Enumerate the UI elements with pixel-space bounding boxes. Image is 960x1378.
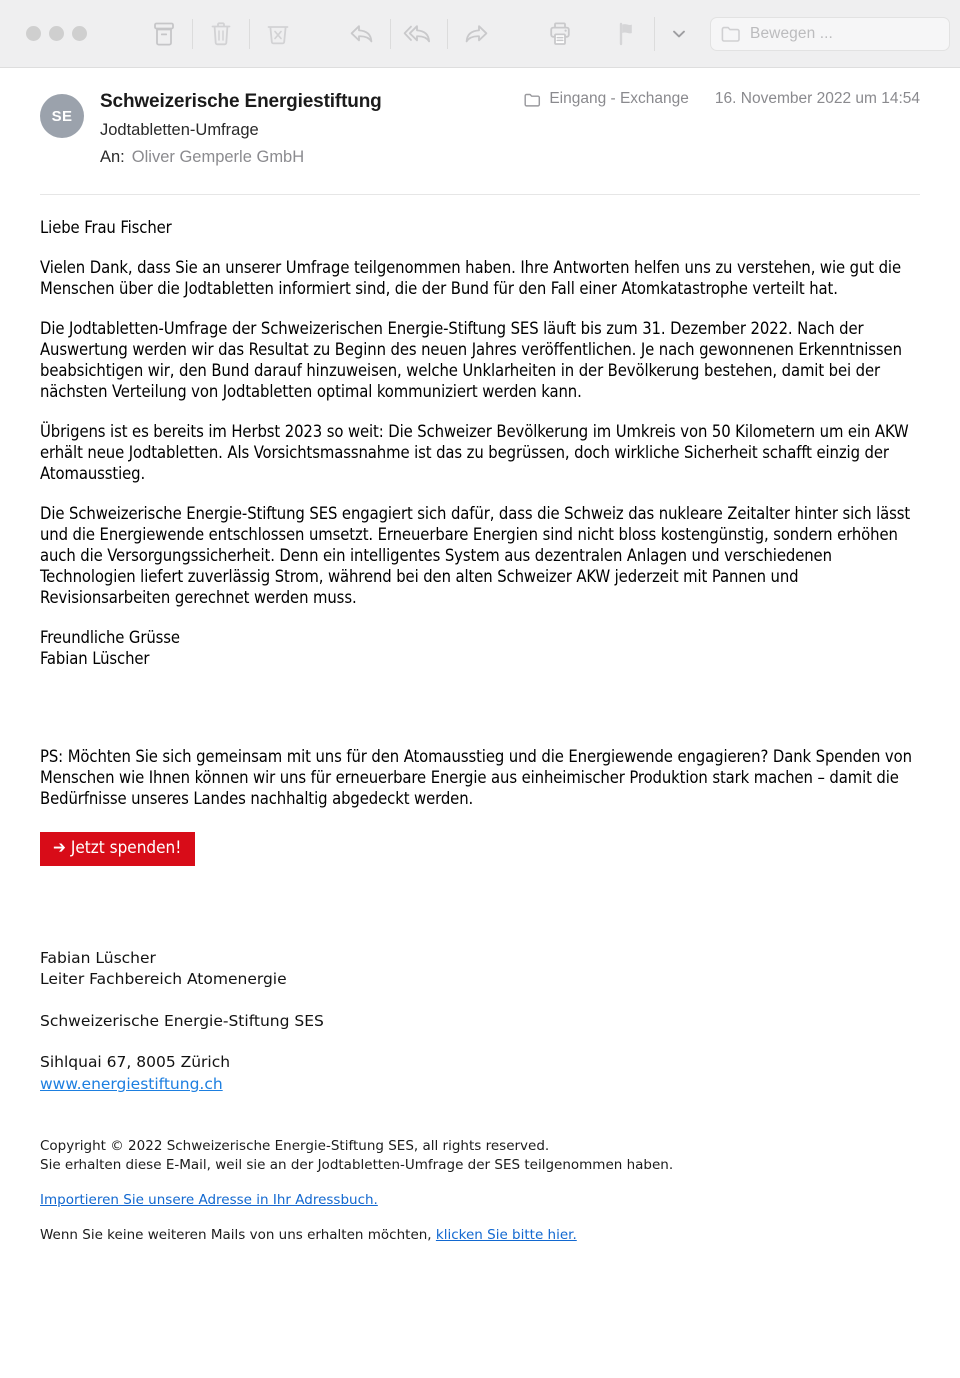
more-actions-button[interactable] [662,12,696,56]
toolbar-divider-1 [192,19,193,49]
toolbar-divider-3 [390,19,391,49]
signature-name: Fabian Lüscher [40,948,156,967]
import-address-link[interactable]: Importieren Sie unsere Adresse in Ihr Adressbuch. [40,1192,378,1209]
signature-name-role [40,948,920,991]
printer-icon [548,21,572,47]
toolbar-divider-5 [654,17,655,51]
signature-role: Leiter Fachbereich Atomenergie [40,970,287,989]
signature-block [40,948,920,1096]
donate-button-label: Jetzt spenden! [70,838,182,858]
body-spacer [40,688,920,746]
greeting-paragraph: Liebe Frau Fischer [40,218,172,237]
mailbox-name: Eingang - Exchange [549,90,689,107]
junk-button[interactable] [257,12,299,56]
move-placeholder-text: Bewegen ... [750,24,833,42]
arrow-right-icon: ➔ [53,838,66,858]
signature-org: Schweizerische Energie-Stiftung SES [40,1011,324,1030]
chevron-down-icon [671,28,687,40]
reply-arrow-icon [348,21,376,47]
donate-button-wrapper [40,832,920,866]
archive-button[interactable] [143,12,185,56]
body-paragraph-1: Vielen Dank, dass Sie an unserer Umfrage teilgenommen haben. Ihre Antworten helfen uns zu verstehen, wie gut die Menschen über die Jodtabletten informiert sind, die der Bund für den Fall einer Atomkatastrophe verteilt hat. [40,258,901,298]
message-header-text [100,90,382,168]
body-paragraph-3: Übrigens ist es bereits im Herbst 2023 so weit: Die Schweizer Bevölkerung im Umkreis von 50 Kilometern um ein AKW erhält neue Jodtabletten. Als Vorsichtsmassnahme ist das zu begrüssen, doch wirkliche Sicherheit schafft einzig der Atomausstieg. [40,422,909,483]
footer-unsubscribe-block [40,1226,920,1245]
footer-reason: Sie erhalten diese E-Mail, weil sie an der Jodtabletten-Umfrage der SES teilgenommen haben. [40,1157,674,1174]
email-footer [40,1137,920,1245]
minimize-window-button[interactable] [49,26,64,41]
closing-line-2: Fabian Lüscher [40,649,150,668]
reply-button[interactable] [341,12,383,56]
donate-button[interactable] [40,832,195,866]
closing-line-1: Freundliche Grüsse [40,628,180,647]
flag-icon [615,21,637,47]
recipient-value[interactable]: Oliver Gemperle GmbH [131,148,305,167]
window-toolbar [0,0,960,68]
window-controls [26,26,87,41]
trash-icon [210,21,232,47]
signature-address: Sihlquai 67, 8005 Zürich [40,1053,231,1072]
flag-button[interactable] [605,12,647,56]
message-header [0,68,960,168]
toolbar-divider-4 [447,19,448,49]
forward-button[interactable] [455,12,497,56]
message-meta [524,90,920,108]
message-body [0,195,960,1245]
signature-website-link[interactable]: www.energiestiftung.ch [40,1074,223,1093]
recipient-line [100,147,382,168]
unsubscribe-prefix: Wenn Sie keine weiteren Mails von uns erhalten möchten, [40,1227,432,1244]
unsubscribe-link[interactable]: klicken Sie bitte hier. [435,1227,577,1244]
reply-all-button[interactable] [398,12,440,56]
archive-box-icon [152,21,176,47]
reply-all-arrow-icon [403,21,435,47]
footer-copyright: Copyright © 2022 Schweizerische Energie-Stiftung SES, all rights reserved. [40,1138,550,1155]
forward-arrow-icon [462,21,490,47]
ps-paragraph: PS: Möchten Sie sich gemeinsam mit uns für den Atomausstieg und die Energiewende engagieren? Dank Spenden von Menschen wie Ihnen können wir uns für erneuerbare Energie aus einheimischer Produktion stark machen – damit die Bedürfnisse unseres Landes nachhaltig abgedeckt werden. [40,747,912,808]
avatar: SE [40,94,84,138]
footer-copyright-block [40,1137,920,1175]
sender-name: Schweizerische Energiestiftung [100,91,382,112]
recipient-label: An: [100,148,125,167]
message-subject: Jodtabletten-Umfrage [100,120,259,139]
folder-icon [524,92,541,107]
move-to-folder-field[interactable] [710,17,950,51]
junk-trash-x-icon [266,21,290,47]
delete-button[interactable] [200,12,242,56]
toolbar-actions [143,12,950,56]
folder-icon [721,25,741,42]
footer-import-block [40,1191,920,1210]
zoom-window-button[interactable] [72,26,87,41]
toolbar-divider-2 [249,19,250,49]
signature-contact [40,1052,920,1095]
print-button[interactable] [539,12,581,56]
message-date: 16. November 2022 um 14:54 [714,90,920,107]
body-paragraph-4: Die Schweizerische Energie-Stiftung SES engagiert sich dafür, dass die Schweiz das nukleare Zeitalter hinter sich lässt und die Energiewende entschlossen umsetzt. Erneuerbare Energien sind nicht bloss kostengünstig, sondern erhöhen auch die Versorgungssicherheit. Denn ein intelligentes System aus dezentralen Anlagen und verschiedenen Technologien liefert zuverlässig Strom, während bei den alten Schweizer AKW jederzeit mit Pannen und Revisionsarbeiten gerechnet werden muss. [40,504,911,607]
body-paragraph-2: Die Jodtabletten-Umfrage der Schweizerischen Energie-Stiftung SES läuft bis zum 31. Dezember 2022. Nach der Auswertung werden wir das Resultat zu Beginn des neuen Jahres veröffentlichen. Je nach gewonnenen Erkenntnissen beabsichtigen wir, den Bund darauf hinzuweisen, welche Unklarheiten in der Bevölkerung bestehen, damit bei der nächsten Verteilung von Jodtabletten optimal kommuniziert werden kann. [40,319,902,401]
close-window-button[interactable] [26,26,41,41]
